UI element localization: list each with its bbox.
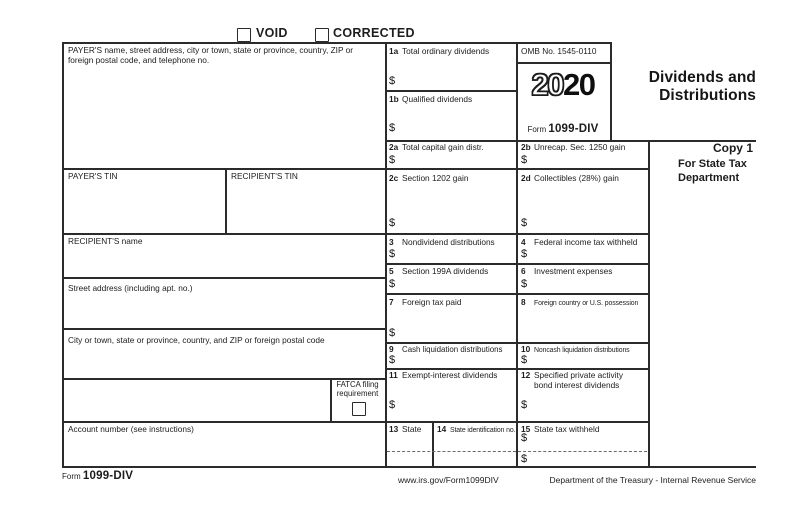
copy-destination-line1: For State Tax (678, 158, 747, 170)
border-line (62, 277, 386, 279)
border-line (62, 42, 64, 468)
footer-form-number: 1099-DIV (82, 470, 134, 482)
irs-website-url: www.irs.gov/Form1099DIV (398, 475, 499, 485)
form-title-line1: Dividends and (648, 69, 756, 86)
box-9-label: 9 Cash liquidation distributions (389, 344, 503, 354)
border-line (62, 421, 649, 423)
form-title (560, 69, 756, 105)
box-6-amount[interactable]: $ (521, 278, 528, 290)
box-15-label: 15 State tax withheld (521, 424, 600, 434)
fatca-checkbox[interactable] (352, 402, 366, 416)
border-line (516, 62, 611, 64)
box-1b-amount[interactable]: $ (389, 122, 396, 134)
box-2d-amount[interactable]: $ (521, 217, 528, 229)
box-3-label: 3 Nondividend distributions (389, 237, 495, 247)
border-line (516, 42, 518, 466)
city-label: City or town, state or province, country, and ZIP or foreign postal code (68, 335, 325, 345)
box-6-label: 6 Investment expenses (521, 266, 613, 276)
omb-number: OMB No. 1545-0110 (521, 46, 597, 56)
box-2a-label: 2a Total capital gain distr. (389, 142, 484, 152)
footer-form-word: Form (62, 472, 81, 481)
form-word: Form (527, 125, 547, 134)
box-1a-amount[interactable]: $ (389, 75, 396, 87)
box-1b-label: 1b Qualified dividends (389, 94, 473, 104)
border-line (62, 328, 386, 330)
street-address-label: Street address (including apt. no.) (68, 283, 193, 293)
border-line (385, 90, 517, 92)
box-3-amount[interactable]: $ (389, 248, 396, 260)
payer-tin-label: PAYER'S TIN (68, 171, 118, 181)
account-number-label: Account number (see instructions) (68, 424, 194, 434)
void-checkbox[interactable] (237, 28, 251, 42)
payer-info-label: PAYER'S name, street address, city or town, state or province, country, ZIP or foreign postal code, and telephone no. (68, 45, 354, 65)
box-9-amount[interactable]: $ (389, 354, 396, 366)
fatca-label-line1: FATCA filing (336, 380, 379, 389)
border-line (385, 42, 387, 466)
footer-form-number-block (62, 470, 133, 482)
corrected-label: CORRECTED (333, 26, 415, 40)
box-11-label: 11 Exempt-interest dividends (389, 370, 498, 380)
box-12-amount[interactable]: $ (521, 399, 528, 411)
border-line (62, 466, 756, 468)
copy-destination (678, 158, 747, 185)
fatca-filing-label (331, 380, 384, 398)
tax-year-outlined: 20 (531, 67, 563, 102)
border-line (62, 42, 612, 44)
box-2b-amount[interactable]: $ (521, 154, 528, 166)
fatca-label-line2: requirement (336, 389, 379, 398)
box-15-amount-row2[interactable]: $ (521, 453, 528, 465)
box-2a-amount[interactable]: $ (389, 154, 396, 166)
copy-label: Copy 1 (712, 141, 753, 155)
box-8-label: 8 Foreign country or U.S. possession (521, 297, 639, 307)
box-4-label: 4 Federal income tax withheld (521, 237, 638, 247)
corrected-checkbox[interactable] (315, 28, 329, 42)
box-5-label: 5 Section 199A dividends (389, 266, 489, 276)
recipient-name-label: RECIPIENT'S name (68, 236, 143, 246)
border-line (62, 233, 649, 235)
box-5-amount[interactable]: $ (389, 278, 396, 290)
box-2c-label: 2c Section 1202 gain (389, 173, 469, 183)
box-2b-label: 2b Unrecap. Sec. 1250 gain (521, 142, 626, 152)
box-2d-label: 2d Collectibles (28%) gain (521, 173, 619, 183)
box-2c-amount[interactable]: $ (389, 217, 396, 229)
border-line (225, 168, 227, 233)
copy-destination-line2: Department (678, 171, 740, 184)
border-line (432, 421, 434, 466)
box-4-amount[interactable]: $ (521, 248, 528, 260)
recipient-tin-label: RECIPIENT'S TIN (231, 171, 298, 181)
form-number: 1099-DIV (548, 123, 599, 135)
box-12-label: 12 Specified private activity bond interest dividends (521, 370, 624, 390)
box-7-amount[interactable]: $ (389, 327, 396, 339)
box-1a-label: 1a Total ordinary dividends (389, 46, 490, 56)
box-15-amount-row1[interactable]: $ (521, 432, 528, 444)
box-10-label: 10 Noncash liquidation distributions (521, 344, 630, 354)
box-7-label: 7 Foreign tax paid (389, 297, 462, 307)
box-10-amount[interactable]: $ (521, 354, 528, 366)
form-title-line2: Distributions (659, 87, 756, 104)
border-line (62, 168, 649, 170)
form-number-block (516, 123, 610, 135)
box-11-amount[interactable]: $ (389, 399, 396, 411)
treasury-agency-label: Department of the Treasury - Internal Revenue Service (549, 475, 756, 485)
dashed-entry-line (387, 451, 647, 452)
box-14-label: 14 State identification no. (437, 424, 516, 434)
box-13-label: 13 State (389, 424, 422, 434)
void-label: VOID (256, 26, 288, 40)
border-line (648, 140, 650, 466)
tax-year-solid: 20 (563, 67, 595, 102)
